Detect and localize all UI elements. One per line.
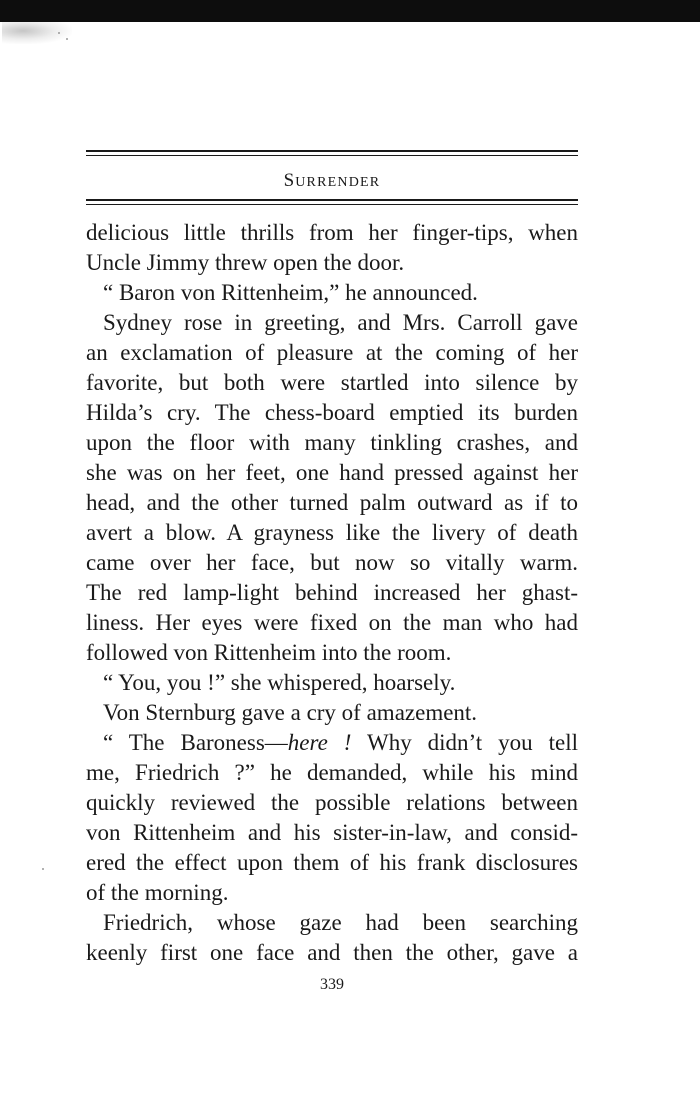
- text-line: head, and the other turned palm outward as if to: [86, 490, 578, 515]
- header-rule-top-thin: [86, 155, 578, 156]
- text-line: Uncle Jimmy threw open the door.: [86, 250, 405, 275]
- running-head-initial: S: [283, 170, 296, 191]
- text-line: The red lamp-light behind increased her ghast-: [86, 580, 578, 605]
- text-line: “ Baron von Rittenheim,” he announced.: [103, 280, 478, 305]
- scan-speck: [66, 38, 68, 40]
- scan-smudge: [2, 22, 72, 44]
- text-span: “ The Baroness—: [103, 730, 288, 755]
- text-line: an exclamation of pleasure at the coming of her: [86, 340, 578, 365]
- text-line: me, Friedrich ?” he demanded, while his mind: [86, 760, 578, 785]
- scan-top-border: [0, 0, 700, 22]
- text-line: Hilda’s cry. The chess-board emptied its burden: [86, 400, 578, 425]
- header-rule-bottom-thin: [86, 204, 578, 205]
- header-rule-top-thick: [86, 150, 578, 152]
- text-line: delicious little thrills from her finger-tips, when: [86, 220, 578, 245]
- text-line: ered the effect upon them of his frank disclosures: [86, 850, 578, 875]
- text-line: Von Sternburg gave a cry of amazement.: [103, 700, 478, 725]
- page-number: 339: [320, 976, 344, 993]
- text-line: quickly reviewed the possible relations between: [86, 790, 578, 815]
- text-line: upon the floor with many tinkling crashes, and: [86, 430, 578, 455]
- running-head: [86, 170, 578, 193]
- text-line: Friedrich, whose gaze had been searching: [103, 910, 578, 935]
- text-line: avert a blow. A grayness like the livery of death: [86, 520, 578, 545]
- header-rule-bottom-thick: [86, 199, 578, 201]
- scan-speck: [58, 32, 60, 34]
- text-span: Why didn’t you tell: [351, 730, 578, 755]
- text-line: liness. Her eyes were fixed on the man who had: [86, 610, 578, 635]
- text-line: followed von Rittenheim into the room.: [86, 640, 452, 665]
- text-line: [86, 728, 578, 758]
- italic-text: here !: [287, 730, 352, 755]
- running-head-rest: URRENDER: [295, 175, 381, 190]
- text-line: came over her face, but now so vitally warm.: [86, 550, 578, 575]
- text-line: she was on her feet, one hand pressed against her: [86, 460, 578, 485]
- text-line: Sydney rose in greeting, and Mrs. Carroll gave: [103, 310, 578, 335]
- text-line: of the morning.: [86, 880, 229, 905]
- scan-speck: [42, 868, 44, 870]
- text-line: keenly first one face and then the other, gave a: [86, 940, 578, 965]
- text-line: favorite, but both were startled into silence by: [86, 370, 578, 395]
- body-text: [86, 218, 578, 968]
- text-line: von Rittenheim and his sister-in-law, and consid-: [86, 820, 578, 845]
- text-line: “ You, you !” she whispered, hoarsely.: [103, 670, 456, 695]
